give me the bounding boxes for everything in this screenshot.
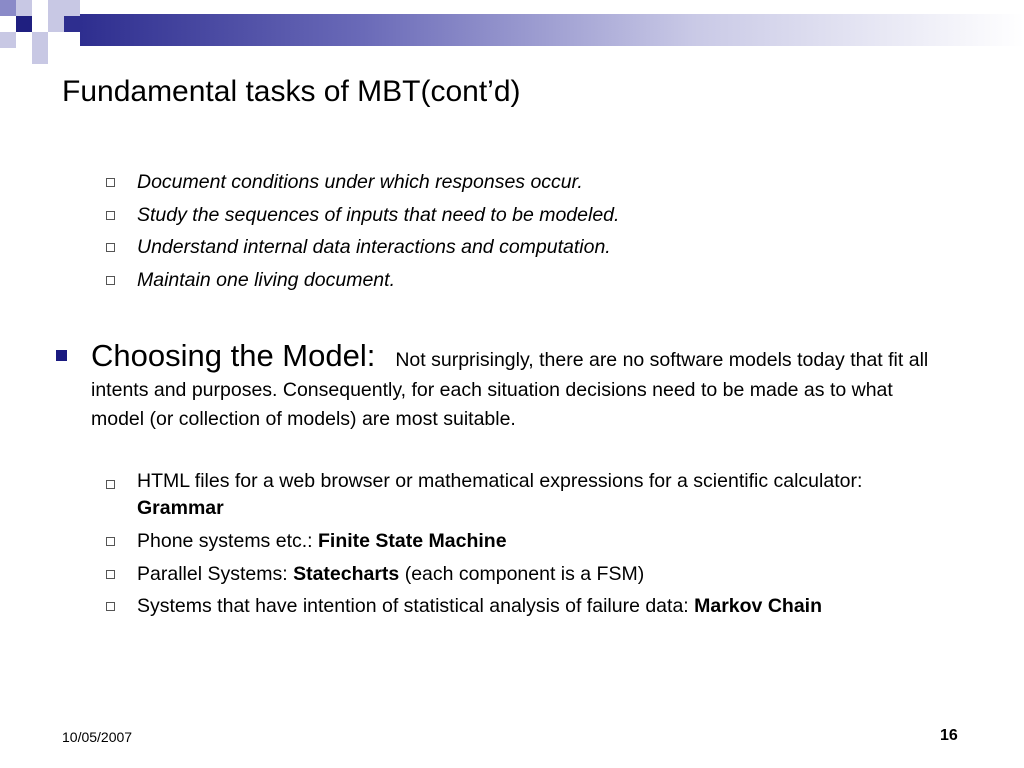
task-item [0, 166, 619, 199]
task-text: Document conditions under which responses occur. [137, 171, 583, 193]
task-item [0, 264, 619, 297]
deco-square [48, 16, 64, 32]
model-item-text: HTML files for a web browser or mathematical expressions for a scientific calculator: [137, 470, 863, 492]
filled-square-bullet-icon [56, 350, 67, 361]
square-bullet-icon [106, 480, 115, 489]
page-number: 16 [940, 727, 958, 744]
footer-date: 10/05/2007 [62, 729, 133, 745]
model-name: Markov Chain [694, 595, 822, 617]
deco-square [0, 32, 16, 48]
task-item [0, 231, 619, 264]
task-text: Understand internal data interactions and computation. [137, 236, 611, 258]
model-item [0, 590, 917, 623]
choosing-model-text: Not surprisingly, there are no software models today that fit all intents and purposes. Consequently, for each situation decisions need to be made as to what model (or collection of models) are most suitable. [91, 349, 929, 430]
model-item-text: Systems that have intention of statistical analysis of failure data: [137, 595, 695, 617]
header-gradient-bar [80, 14, 1024, 46]
deco-square [32, 48, 48, 64]
square-bullet-icon [106, 602, 115, 611]
model-name: Statecharts [293, 562, 400, 585]
deco-square [0, 0, 16, 16]
square-bullet-icon [106, 276, 115, 285]
model-list [0, 465, 917, 623]
model-name: Finite State Machine [318, 530, 507, 552]
deco-square [64, 16, 80, 32]
task-list [0, 166, 619, 296]
header-decoration [0, 0, 1024, 60]
task-text: Study the sequences of inputs that need to be modeled. [137, 203, 620, 226]
deco-square [64, 0, 80, 16]
deco-square [32, 32, 48, 48]
model-item-text: Phone systems etc.: [137, 530, 318, 552]
model-item [0, 558, 917, 591]
square-bullet-icon [106, 211, 115, 220]
task-text: Maintain one living document. [137, 268, 395, 291]
model-item [0, 525, 917, 558]
square-bullet-icon [106, 537, 115, 546]
model-name: Grammar [137, 497, 224, 519]
task-item [0, 199, 619, 232]
deco-square [16, 16, 32, 32]
slide-title: Fundamental tasks of MBT(cont’d) [62, 75, 521, 108]
square-bullet-icon [106, 243, 115, 252]
square-bullet-icon [106, 570, 115, 579]
deco-square [16, 0, 32, 16]
model-item-text: Parallel Systems: [137, 562, 294, 585]
model-item [0, 465, 917, 525]
model-item-suffix: (each component is a FSM) [399, 562, 645, 585]
square-bullet-icon [106, 178, 115, 187]
choosing-model-heading: Choosing the Model: [91, 338, 376, 373]
choosing-model-paragraph [91, 336, 931, 433]
deco-square [48, 0, 64, 16]
